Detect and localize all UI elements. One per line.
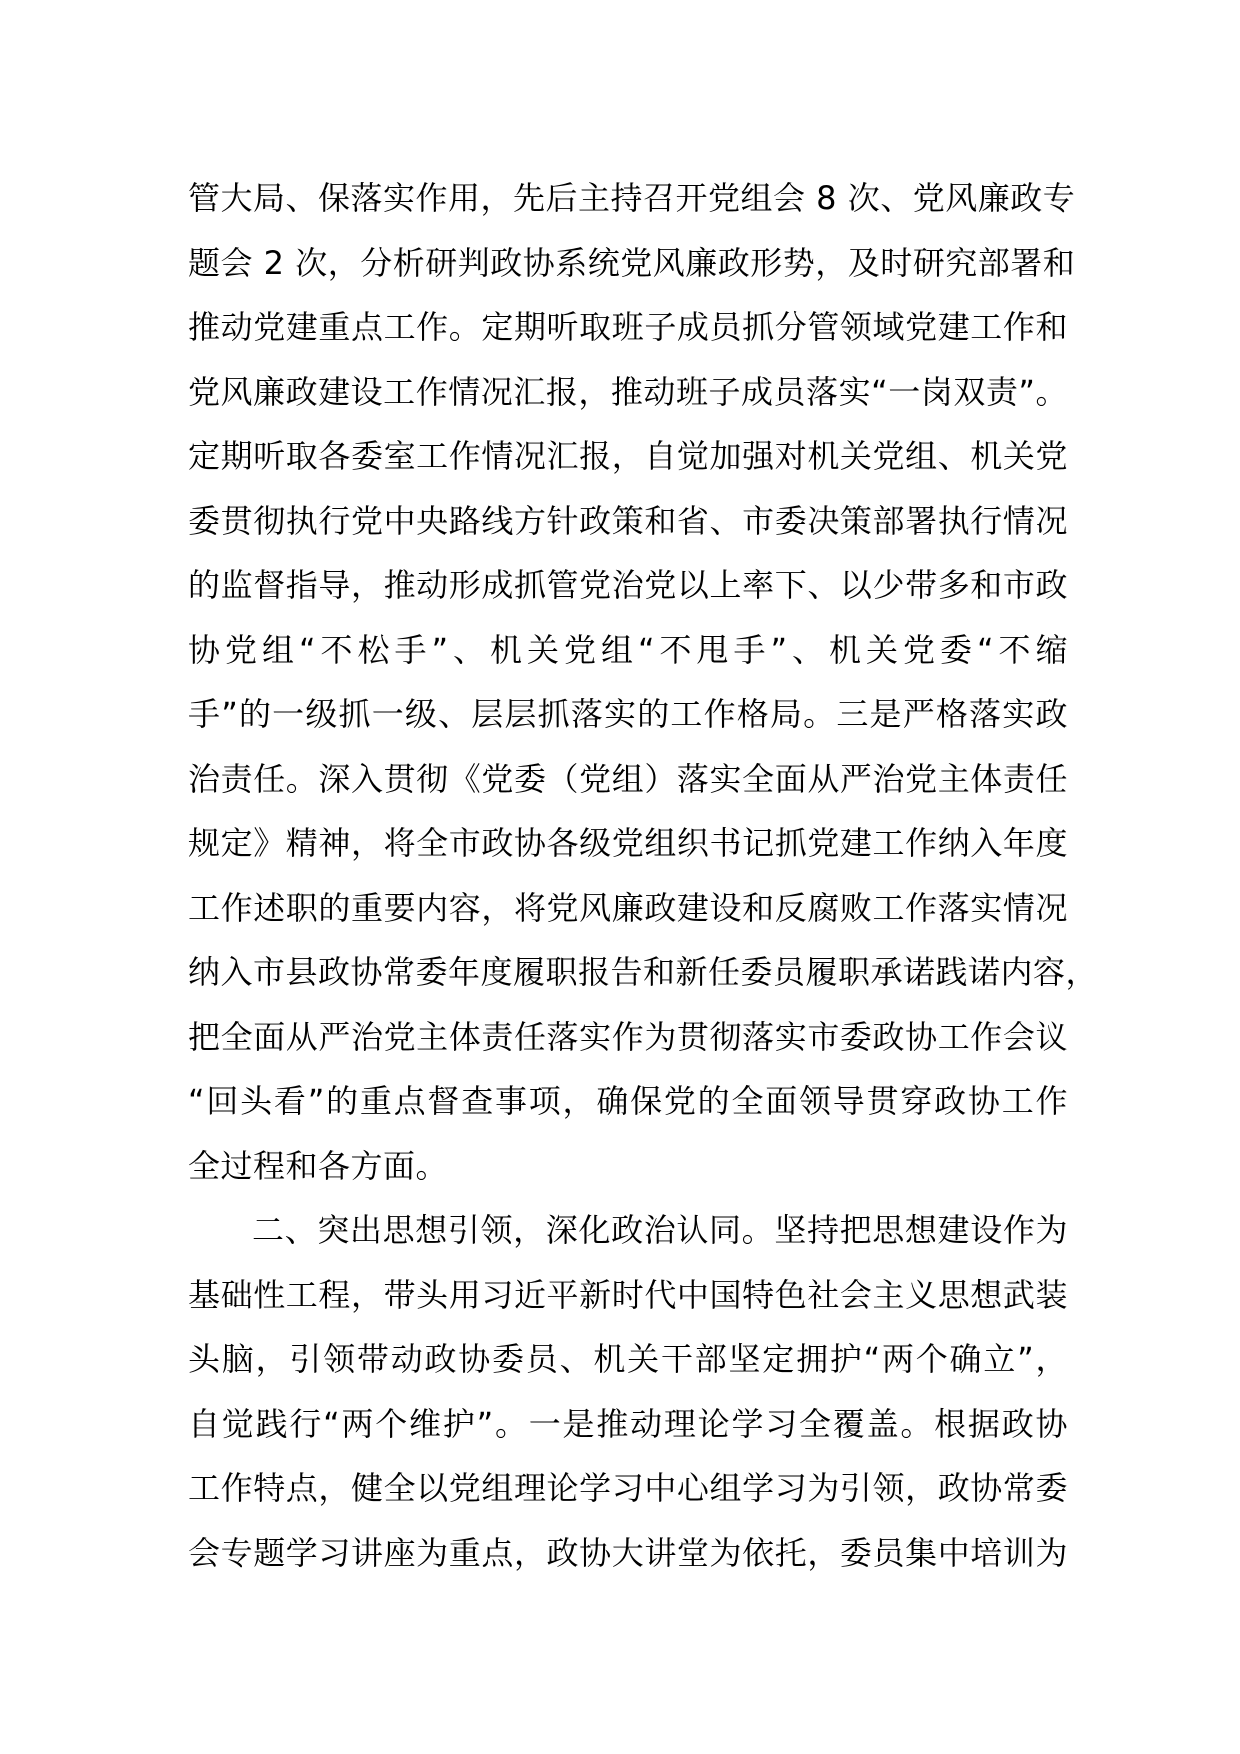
text-line-13: 纳入市县政协常委年度履职报告和新任委员履职承诺践诺内容， (188, 953, 1099, 991)
text-line-1: 管大局、保落实作用，先后主持召开党组会 8 次、党风廉政专 (188, 179, 1076, 217)
text-line-16: 全过程和各方面。 (188, 1146, 449, 1185)
text-line-14: 把全面从严治党主体责任落实作为贯彻落实市委政协工作会议 (188, 1017, 1068, 1056)
text-line-18: 基础性工程，带头用习近平新时代中国特色社会主义思想武装 (188, 1275, 1068, 1314)
text-line-21: 工作特点，健全以党组理论学习中心组学习为引领，政协常委 (188, 1469, 1068, 1507)
document-body (188, 166, 1099, 1585)
text-line-11: 规定》精神，将全市政协各级党组织书记抓党建工作纳入年度 (188, 824, 1068, 862)
text-line-8: 协党组“不松手”、机关党组“不甩手”、机关党委“不缩 (188, 630, 1068, 669)
text-line-12: 工作述职的重要内容，将党风廉政建设和反腐败工作落实情况 (188, 888, 1068, 927)
text-line-19: 头脑，引领带动政协委员、机关干部坚定拥护“两个确立”， (188, 1340, 1068, 1378)
text-line-2: 题会 2 次，分析研判政协系统党风廉政形势，及时研究部署和 (188, 243, 1076, 282)
text-line-15: “回头看”的重点督查事项，确保党的全面领导贯穿政协工作 (188, 1082, 1068, 1120)
text-line-5: 定期听取各委室工作情况汇报，自觉加强对机关党组、机关党 (188, 437, 1068, 475)
text-line-3: 推动党建重点工作。定期听取班子成员抓分管领域党建工作和 (188, 308, 1068, 346)
text-line-20: 自觉践行“两个维护”。一是推动理论学习全覆盖。根据政协 (188, 1404, 1068, 1443)
text-line-22: 会专题学习讲座为重点，政协大讲堂为依托，委员集中培训为 (188, 1533, 1068, 1572)
text-line-10: 治责任。深入贯彻《党委（党组）落实全面从严治党主体责任 (188, 759, 1068, 798)
text-line-17: 二、突出思想引领，深化政治认同。坚持把思想建设作为 (252, 1211, 1068, 1249)
text-line-6: 委贯彻执行党中央路线方针政策和省、市委决策部署执行情况 (188, 501, 1068, 540)
text-line-7: 的监督指导，推动形成抓管党治党以上率下、以少带多和市政 (188, 566, 1068, 604)
text-line-9: 手”的一级抓一级、层层抓落实的工作格局。三是严格落实政 (188, 695, 1068, 733)
text-line-4: 党风廉政建设工作情况汇报，推动班子成员落实“一岗双责”。 (188, 372, 1068, 411)
